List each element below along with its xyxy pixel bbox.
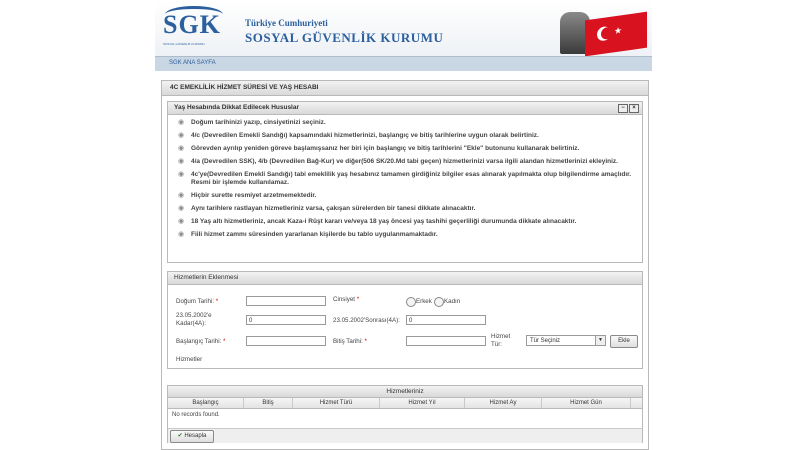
column-header-service-type[interactable]: Hizmet Türü: [293, 398, 380, 408]
info-item: [178, 205, 642, 213]
site-header: [155, 0, 652, 56]
end-date-input[interactable]: [406, 336, 486, 346]
bullet-icon: ◉: [178, 171, 185, 178]
start-date-label: [176, 338, 225, 345]
calculator-panel-title: 4C EMEKLİLİK HİZMET SÜRESİ VE YAŞ HESABI: [162, 81, 648, 96]
required-mark: *: [223, 338, 226, 345]
logo-subtext: SOSYAL GÜVENLİK KURUMU: [163, 42, 205, 46]
bullet-icon: ◉: [178, 119, 185, 126]
bullet-icon: ◉: [178, 205, 185, 212]
services-table-footer: [168, 428, 642, 443]
gender-female-radio[interactable]: [434, 297, 444, 307]
dob-label: [176, 298, 218, 305]
info-item: [178, 145, 642, 153]
service-type-label-2: Tür:: [491, 341, 503, 348]
info-item: [178, 171, 642, 187]
info-item-text: 4c'ye(Devredilen Emekli Sandığı) tabi emeklilik yaş hesabınız tamamen girdiğiniz bilgiler esas alınarak yapılmakta olup bilgilendirme amaçlıdır. Resmi bir işlemde kullanılamaz.: [191, 171, 632, 186]
gender-male-radio[interactable]: [406, 297, 416, 307]
bullet-icon: ◉: [178, 218, 185, 225]
add-service-button[interactable]: Ekle: [610, 335, 638, 348]
sgk-logo[interactable]: [163, 10, 233, 50]
gender-label: [333, 296, 359, 303]
info-item-text: Doğum tarihinizi yazıp, cinsiyetinizi seçiniz.: [191, 119, 326, 126]
column-header-end[interactable]: Bitiş: [244, 398, 293, 408]
column-header-service-day[interactable]: Hizmet Gün: [542, 398, 631, 408]
nav-bar: [155, 56, 652, 71]
header-institution: SOSYAL GÜVENLİK KURUMU: [245, 30, 444, 45]
service-type-label-1: Hizmet: [491, 333, 511, 340]
info-panel-title: Yaş Hesabında Dikkat Edilecek Hususlar: [174, 104, 300, 111]
logo-swoosh-icon: [165, 6, 223, 23]
calculate-button[interactable]: [170, 430, 214, 443]
info-item-text: Fiili hizmet zammı süresinden yararlanan kişilerde bu tablo uygulanmamaktadır.: [191, 231, 438, 238]
info-item: [178, 231, 642, 239]
before-label-2: Kadar(4A):: [176, 320, 206, 327]
info-item-text: 18 Yaş altı hizmetleriniz, ancak Kaza-i Rüşt kararı ve/veya 18 yaş öncesi yaş tashihi geçerliliği durumunda dikkate alınacaktır.: [191, 218, 577, 225]
services-table-title: Hizmetleriniz: [168, 386, 642, 398]
end-date-label-text: Bitiş Tarihi:: [333, 338, 363, 345]
info-panel: [167, 101, 643, 263]
info-item: [178, 218, 642, 226]
services-table: [167, 385, 643, 443]
gender-male-label[interactable]: Erkek: [416, 298, 432, 305]
bullet-icon: ◉: [178, 145, 185, 152]
before-input[interactable]: 0: [246, 315, 326, 325]
gender-female-label[interactable]: Kadın: [444, 298, 461, 305]
service-type-select[interactable]: [526, 335, 606, 346]
gender-label-text: Cinsiyet: [333, 296, 356, 303]
info-item-text: Görevden ayrılıp yeniden göreve başlamışsanız her biri için başlangıç ve bitiş tarihlerini "Ekle" butonunu kullanarak belirtiniz.: [191, 145, 580, 152]
nav-home-link[interactable]: SGK ANA SAYFA: [169, 60, 216, 66]
close-icon[interactable]: ×: [629, 104, 639, 113]
calculate-button-label: Hesapla: [184, 433, 207, 439]
logo-text: SGK: [163, 10, 221, 39]
bullet-icon: ◉: [178, 192, 185, 199]
services-label: Hizmetler: [176, 356, 203, 363]
page: [155, 0, 652, 450]
flag-star-icon: ★: [614, 25, 623, 37]
bullet-icon: ◉: [178, 132, 185, 139]
empty-records-text: No records found.: [172, 412, 220, 418]
required-mark: *: [364, 338, 367, 345]
column-header-service-month[interactable]: Hizmet Ay: [465, 398, 542, 408]
info-item: [178, 192, 642, 200]
column-header-service-year[interactable]: Hizmet Yıl: [380, 398, 465, 408]
dob-input[interactable]: [246, 296, 326, 306]
info-item-text: 4/c (Devredilen Emekli Sandığı) kapsamındaki hizmetlerinizi, başlangıç ve bitiş tarihlerine uygun olarak belirtiniz.: [191, 132, 539, 139]
info-item: [178, 132, 642, 140]
flag-crescent-cutout: [601, 26, 613, 40]
info-item: [178, 158, 642, 166]
turkish-flag-image: [585, 12, 647, 56]
service-form: [167, 271, 643, 369]
before-label-1: 23.05.2002'e: [176, 312, 212, 319]
info-item-text: 4/a (Devredilen SSK), 4/b (Devredilen Bağ-Kur) ve diğer(506 SK/20.Md tabi geçen) hizmetlerinizi varsa ilgili alandan hizmetlerinizi ekleyiniz.: [191, 158, 618, 165]
after-label: 23.05.2002'Sonrası(4A):: [333, 317, 400, 324]
minimize-icon[interactable]: −: [618, 104, 628, 113]
info-item-text: Aynı tarihlere rastlayan hizmetleriniz varsa, çakışan sürelerden bir tanesi dikkate alınacaktır.: [191, 205, 476, 212]
dob-label-text: Doğum Tarihi:: [176, 298, 215, 305]
service-form-title: Hizmetlerin Eklenmesi: [168, 272, 642, 285]
info-panel-header: [168, 102, 642, 115]
check-icon: ✔: [177, 433, 183, 439]
column-header-start[interactable]: Başlangıç: [168, 398, 244, 408]
info-item: [178, 119, 642, 127]
header-country: Türkiye Cumhuriyeti: [245, 18, 328, 28]
after-input[interactable]: 0: [406, 315, 486, 325]
bullet-icon: ◉: [178, 231, 185, 238]
start-date-input[interactable]: [246, 336, 326, 346]
info-list: [168, 115, 642, 239]
services-table-header: [168, 398, 642, 409]
calculator-panel: [161, 80, 649, 450]
info-item-text: Hiçbir surette resmiyet arzetmemektedir.: [191, 192, 317, 199]
start-date-label-text: Başlangıç Tarihi:: [176, 338, 222, 345]
chevron-down-icon[interactable]: ▼: [595, 336, 605, 345]
bullet-icon: ◉: [178, 158, 185, 165]
required-mark: *: [215, 298, 219, 305]
service-type-selected: Tür Seçiniz: [530, 338, 561, 344]
required-mark: *: [356, 296, 360, 303]
end-date-label: [333, 338, 367, 345]
